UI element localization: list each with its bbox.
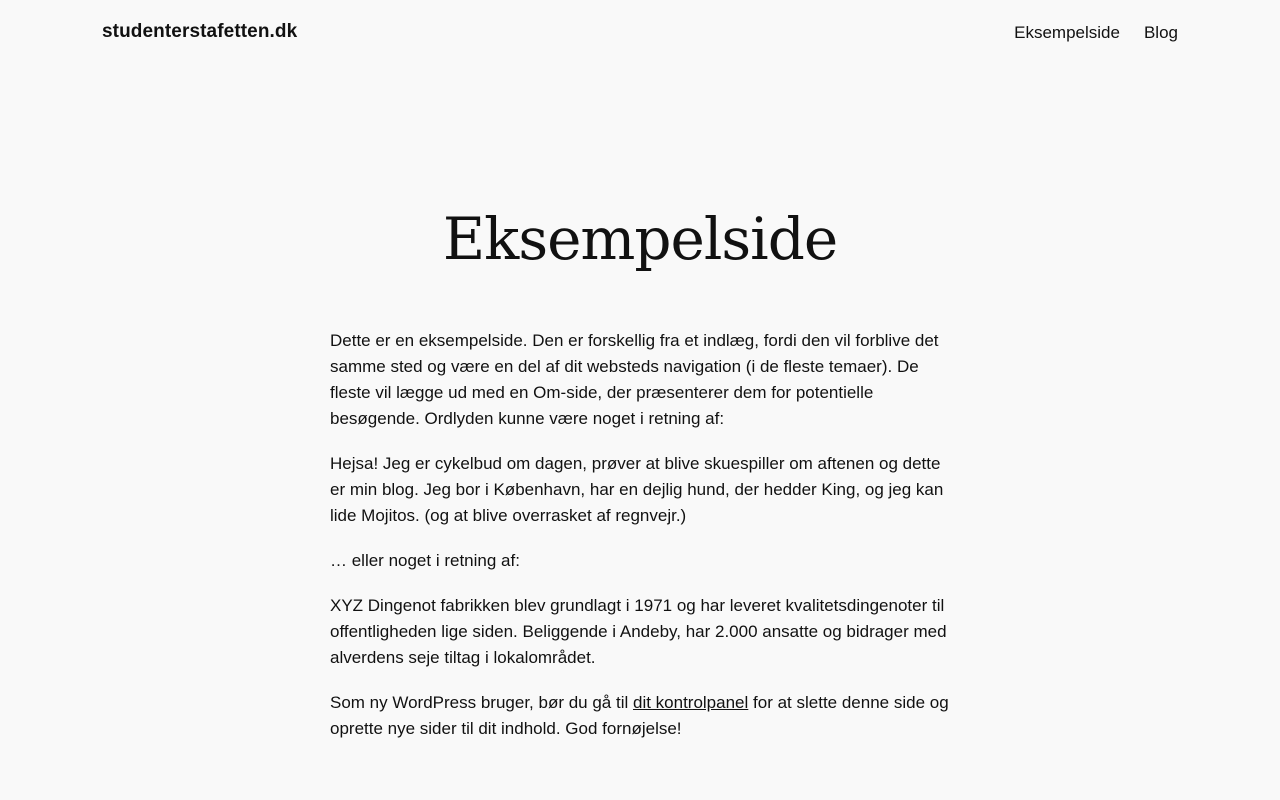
page-content (330, 328, 950, 761)
paragraph: XYZ Dingenot fabrikken blev grundlagt i 1971 og har leveret kvalitetsdingenoter til offentligheden lige siden. Beliggende i Andeby, har 2.000 ansatte og bidrager med alverdens seje tiltag i lokalområdet. (330, 596, 947, 667)
paragraph-text-before-link: Som ny WordPress bruger, bør du gå til (330, 693, 633, 712)
nav-item-eksempelside[interactable]: Eksempelside (1014, 23, 1120, 42)
paragraph-with-link (330, 690, 950, 742)
site-title-link[interactable]: studenterstafetten.dk (102, 21, 298, 42)
paragraph: Dette er en eksempelside. Den er forskellig fra et indlæg, fordi den vil forblive det samme sted og være en del af dit websteds navigation (i de fleste temaer). De fleste vil lægge ud med en Om-side, der præsenterer dem for potentielle besøgende. Ordlyden kunne være noget i retning af: (330, 331, 939, 428)
paragraph-text-after-link: for at slette denne side og oprette nye sider til dit indhold. God fornøjelse! (330, 693, 949, 738)
nav-item-blog[interactable]: Blog (1143, 23, 1178, 42)
page-title: Eksempelside (442, 205, 838, 273)
site-header (0, 0, 1280, 70)
dashboard-link[interactable]: dit kontrolpanel (632, 693, 749, 712)
main-navigation (1014, 23, 1178, 43)
paragraph: Hejsa! Jeg er cykelbud om dagen, prøver at blive skuespiller om aftenen og dette er min blog. Jeg bor i København, har en dejlig hund, der hedder King, og jeg kan lide Mojitos. (og at blive overrasket af regnvejr.) (330, 454, 944, 525)
paragraph: … eller noget i retning af: (330, 551, 520, 570)
